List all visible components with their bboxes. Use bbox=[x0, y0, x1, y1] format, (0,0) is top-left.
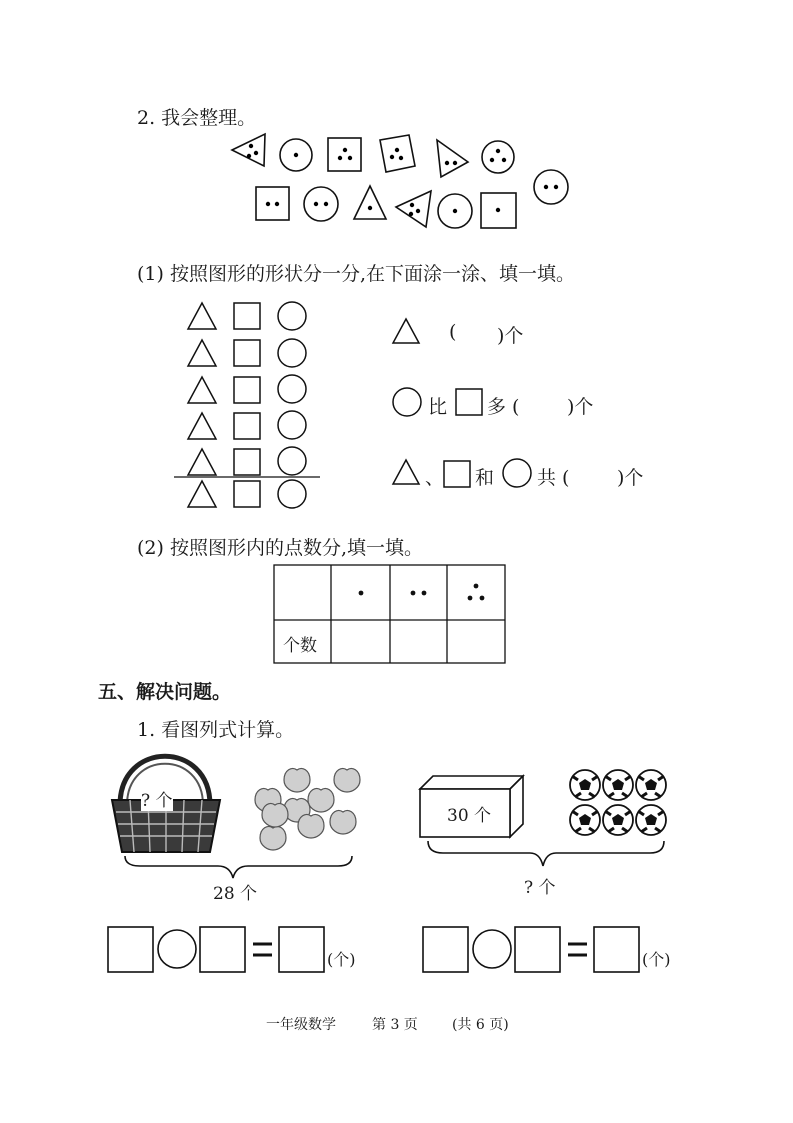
peach-icon bbox=[308, 788, 334, 812]
peach-icon bbox=[262, 803, 288, 827]
right-total-label: ? 个 bbox=[524, 878, 556, 898]
footer-page: 第 3 页 bbox=[372, 1017, 418, 1033]
compare-text: 比 bbox=[428, 396, 448, 418]
answer-box-1 bbox=[108, 927, 153, 972]
operator-circle-2 bbox=[473, 930, 511, 968]
peach-icon bbox=[260, 826, 286, 850]
soccer-ball-icon bbox=[570, 805, 600, 835]
soccer-ball-icon bbox=[603, 770, 633, 800]
basket-label: ? 个 bbox=[141, 786, 173, 811]
footer-subject: 一年级数学 bbox=[266, 1017, 336, 1033]
question-1-title: 1. 看图列式计算。 bbox=[137, 719, 295, 741]
soccer-ball-icon bbox=[603, 805, 633, 835]
right-unit: (个) bbox=[642, 950, 671, 969]
answer-box-2 bbox=[200, 927, 245, 972]
soccer-balls-group bbox=[570, 770, 666, 835]
soccer-ball-icon bbox=[570, 770, 600, 800]
peach-icon bbox=[284, 768, 310, 792]
footer-total: (共 6 页) bbox=[452, 1017, 509, 1033]
total-close: )个 bbox=[617, 467, 644, 489]
separator-text: 、 bbox=[425, 467, 445, 489]
left-brace bbox=[125, 856, 352, 878]
section-5-heading: 五、解决问题。 bbox=[98, 681, 232, 703]
answer-box-result bbox=[594, 927, 639, 972]
more-text: 多 ( bbox=[487, 396, 520, 418]
total-text: 共 ( bbox=[537, 467, 570, 489]
more-close: )个 bbox=[567, 396, 594, 418]
operator-circle-1 bbox=[158, 930, 196, 968]
left-total-label: 28 个 bbox=[213, 884, 258, 904]
part1-instruction: (1) 按照图形的形状分一分,在下面涂一涂、填一填。 bbox=[137, 263, 575, 285]
peach-icon bbox=[334, 768, 360, 792]
soccer-ball-icon bbox=[636, 770, 666, 800]
question-2-title: 2. 我会整理。 bbox=[137, 107, 257, 129]
box-label: 30 个 bbox=[447, 806, 492, 826]
answer-box-1 bbox=[423, 927, 468, 972]
right-brace bbox=[428, 841, 664, 866]
answer-box-result bbox=[279, 927, 324, 972]
triangle-count-close: )个 bbox=[497, 325, 524, 347]
triangle-count-open: ( bbox=[449, 321, 457, 343]
answer-box-2 bbox=[515, 927, 560, 972]
left-unit: (个) bbox=[327, 950, 356, 969]
table-row-label: 个数 bbox=[283, 636, 317, 656]
part2-instruction: (2) 按照图形内的点数分,填一填。 bbox=[137, 537, 423, 559]
and-text: 和 bbox=[475, 467, 495, 489]
peach-icon bbox=[298, 814, 324, 838]
peach-icon bbox=[330, 810, 356, 834]
soccer-ball-icon bbox=[636, 805, 666, 835]
